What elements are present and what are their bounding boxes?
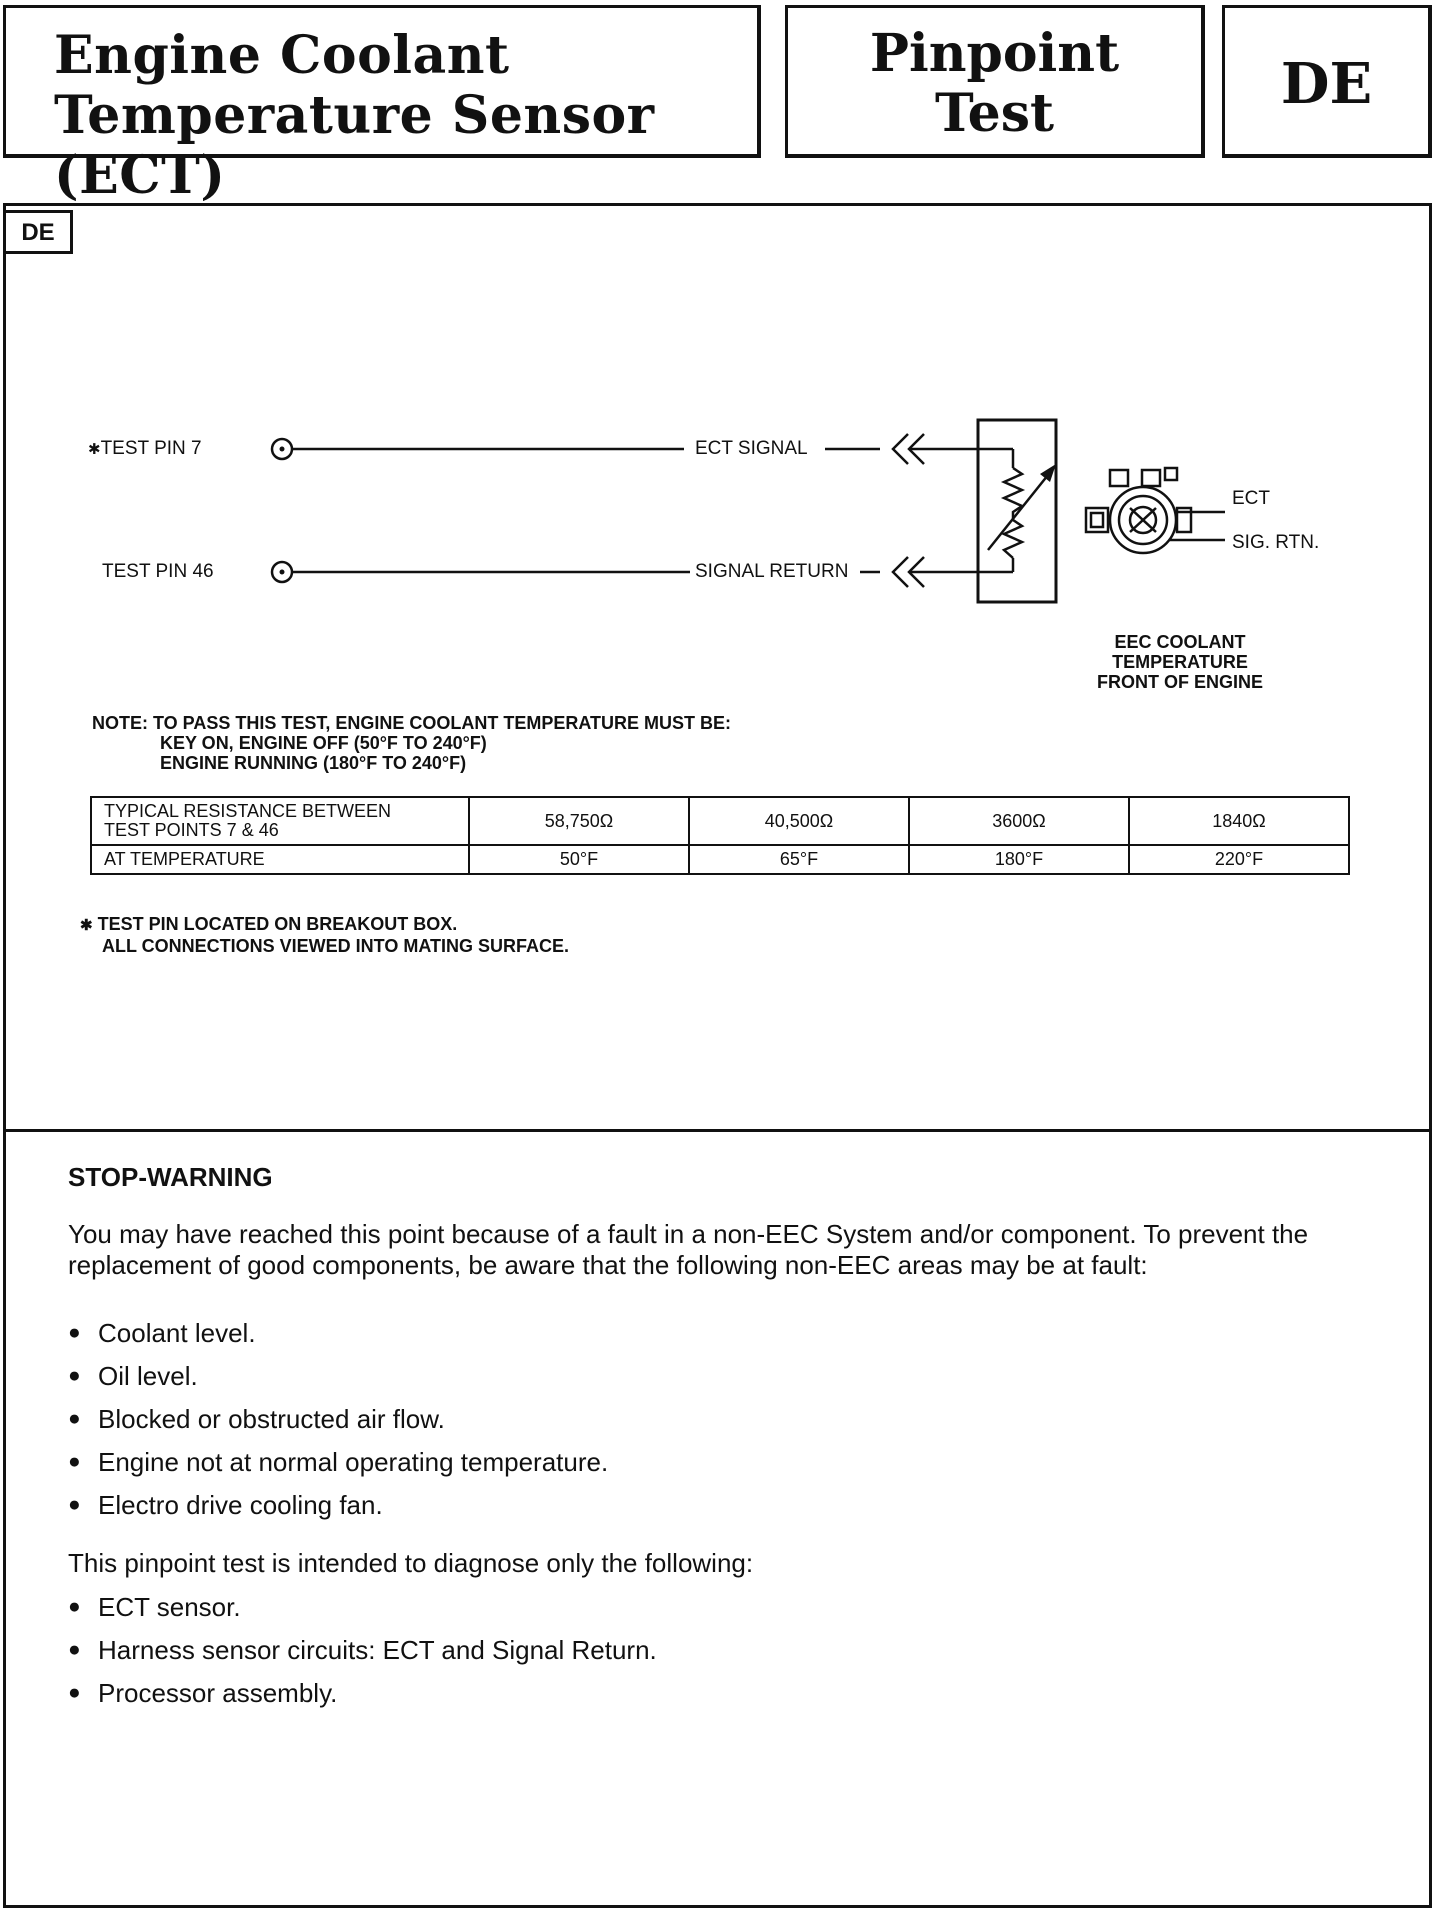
signal-return-label: SIGNAL RETURN: [695, 561, 849, 582]
sensor-box: [978, 420, 1056, 602]
title-line-1: Engine Coolant: [54, 25, 510, 86]
connector-caption: EEC COOLANT TEMPERATURE FRONT OF ENGINE: [1097, 632, 1263, 692]
title-line-2: Temperature Sensor (ECT): [54, 85, 655, 206]
stop-warning-heading: STOP-WARNING: [68, 1162, 273, 1192]
list-item: ● Processor assembly.: [68, 1676, 657, 1719]
resistance-cell: 58,750Ω: [469, 797, 689, 845]
test-pin-7-label: ✱TEST PIN 7: [88, 438, 202, 459]
test-pin-7-terminal: [272, 439, 292, 459]
variable-arrow: [1040, 464, 1056, 482]
table-row: [91, 797, 1349, 845]
resistance-cell: 40,500Ω: [689, 797, 909, 845]
list-item: ● Engine not at normal operating temperature.: [68, 1445, 608, 1488]
non-eec-fault-list: [68, 1316, 608, 1531]
connector-sig-rtn-label: SIG. RTN.: [1232, 532, 1320, 553]
temperature-cell: 50°F: [469, 845, 689, 874]
table-row-header: AT TEMPERATURE: [91, 845, 469, 874]
list-item: ● Electro drive cooling fan.: [68, 1488, 608, 1531]
star-marker: ✱: [80, 917, 93, 934]
test-scope-list: [68, 1590, 657, 1719]
test-line-2: Test: [934, 83, 1055, 144]
table-row-header: TYPICAL RESISTANCE BETWEEN TEST POINTS 7 & 46: [91, 797, 469, 845]
list-item: ● Harness sensor circuits: ECT and Signal Return.: [68, 1633, 657, 1676]
test-line-1: Pinpoint: [869, 23, 1120, 84]
test-code: DE: [1280, 51, 1373, 117]
temperature-note: NOTE: TO PASS THIS TEST, ENGINE COOLANT TEMPERATURE MUST BE: KEY ON, ENGINE OFF (50°F TO 240°F) ENGINE RUNNING (180°F TO 240°F): [92, 713, 732, 773]
table-row: [91, 845, 1349, 874]
thermistor-symbol: [1004, 468, 1022, 558]
connector-ect-label: ECT: [1232, 488, 1270, 509]
list-item: ● Blocked or obstructed air flow.: [68, 1402, 608, 1445]
star-marker: ✱: [88, 441, 101, 458]
resistance-table: [90, 796, 1350, 875]
test-scope-intro: This pinpoint test is intended to diagnose only the following:: [68, 1548, 754, 1578]
test-pin-46-terminal: [272, 562, 292, 582]
temperature-cell: 180°F: [909, 845, 1129, 874]
temperature-cell: 65°F: [689, 845, 909, 874]
section-tag: DE: [21, 219, 55, 246]
stop-warning-intro: You may have reached this point because of a fault in a non-EEC System and/or component. To prevent the replacement of good components, be aware that the following non-EEC areas may be at fault:: [68, 1219, 1309, 1280]
test-pin-46-label: TEST PIN 46: [102, 561, 214, 582]
temperature-cell: 220°F: [1129, 845, 1349, 874]
list-item: ● ECT sensor.: [68, 1590, 657, 1633]
list-item: ● Oil level.: [68, 1359, 608, 1402]
list-item: ● Coolant level.: [68, 1316, 608, 1359]
breakout-box-footnote: ✱ TEST PIN LOCATED ON BREAKOUT BOX. ALL CONNECTIONS VIEWED INTO MATING SURFACE.: [80, 914, 570, 956]
resistance-cell: 1840Ω: [1129, 797, 1349, 845]
ect-signal-label: ECT SIGNAL: [695, 438, 808, 459]
resistance-cell: 3600Ω: [909, 797, 1129, 845]
